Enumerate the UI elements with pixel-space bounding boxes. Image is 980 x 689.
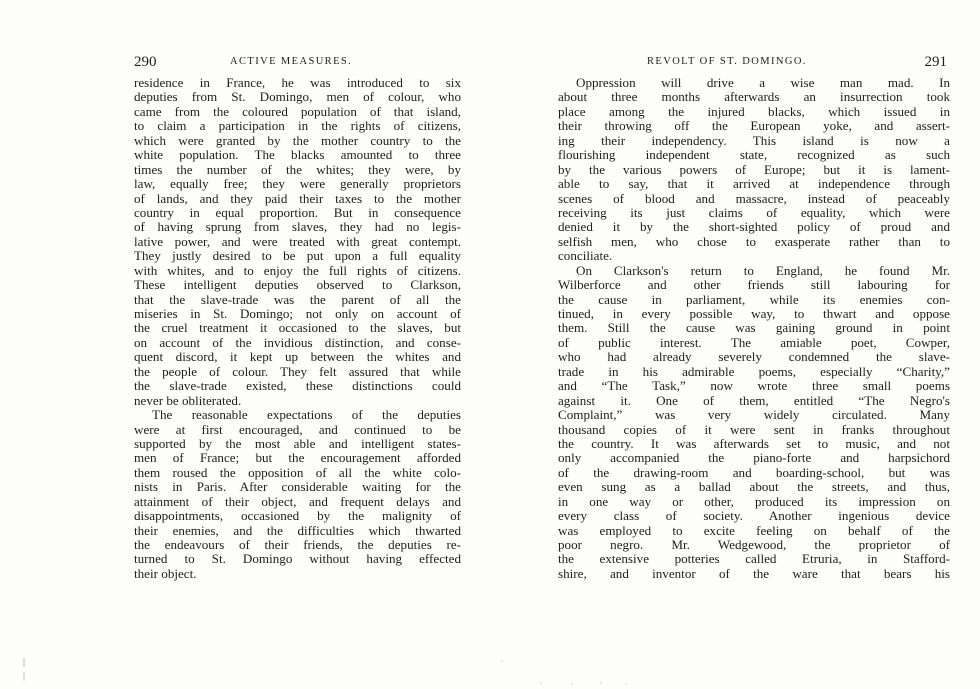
text-line: the endeavours of their friends, the deputies re-: [134, 538, 461, 552]
text-line: trade in his admirable poems, especially “Charity,”: [558, 364, 950, 379]
right-page-number: 291: [924, 54, 947, 70]
right-running-title: REVOLT OF ST. DOMINGO.: [647, 56, 807, 67]
text-line: receiving its just claims of equality, which were: [558, 205, 950, 220]
text-line: ing their independency. This island is now a: [558, 133, 950, 148]
text-line: came from the coloured population of that island,: [134, 104, 461, 119]
text-line: with whites, and to enjoy the full rights of citizens.: [134, 263, 461, 278]
text-line: the cause in parliament, while its enemies con-: [558, 292, 950, 307]
text-line: Wilberforce and other friends still labouring for: [558, 278, 950, 293]
text-line: deputies from St. Domingo, men of colour, who: [134, 90, 461, 105]
right-page: [490, 0, 980, 689]
text-line: place among the injured blacks, which issued in: [558, 104, 950, 119]
text-line: tinued, in every possible way, to thwart and oppose: [558, 307, 950, 321]
text-line: every class of society. Another ingenious device: [558, 509, 950, 524]
text-line: law, equally free; they were generally proprietors: [134, 177, 461, 192]
text-line: the extensive potteries called Etruria, in Stafford-: [558, 552, 950, 567]
text-line: able to say, that it arrived at independence through: [558, 177, 950, 192]
text-line: turned to St. Domingo without having effected: [134, 552, 461, 567]
text-line: flourishing independent state, recognized as such: [558, 148, 950, 163]
text-line: These intelligent deputies observed to Clarkson,: [134, 278, 461, 293]
text-line: the cruel treatment it occasioned to the slaves, but: [134, 321, 461, 336]
text-line: only accompanied the piano-forte and harpsichord: [558, 451, 950, 466]
text-line: of lands, and they paid their taxes to the mother: [134, 191, 461, 206]
text-line: selfish men, who chose to exasperate rather than to: [558, 234, 950, 249]
text-line: about three months afterwards an insurrection took: [558, 90, 950, 105]
text-line: nists in Paris. After considerable waiting for the: [134, 480, 461, 495]
text-line: of having sprung from slaves, they had no legis-: [134, 220, 461, 235]
text-line: The reasonable expectations of the deputies: [152, 408, 461, 423]
text-line: against it. One of them, entitled “The Negro's: [558, 393, 950, 408]
text-line: residence in France, he was introduced to six: [134, 76, 461, 90]
text-line: their throwing off the European yoke, and assert-: [558, 119, 950, 134]
left-running-title: ACTIVE MEASURES.: [230, 56, 353, 67]
text-line: poor negro. Mr. Wedgewood, the proprietor of: [558, 538, 950, 552]
text-line: in one way or other, produced its impression on: [558, 494, 950, 509]
text-line: the slave-trade existed, these distinctions could: [134, 379, 461, 394]
text-line: of the drawing-room and boarding-school, but was: [558, 465, 950, 480]
text-line: their enemies, and the difficulties which thwarted: [134, 523, 461, 538]
text-line: country in equal proportion. But in consequence: [134, 205, 461, 220]
text-line: who had already severely condemned the slave-: [558, 350, 950, 365]
text-line: by the various powers of Europe; but it is lament-: [558, 162, 950, 177]
text-line: Complaint,” was very widely circulated. Many: [558, 408, 950, 423]
text-line: which were granted by the mother country to the: [134, 133, 461, 148]
text-line: They justly desired to be put upon a full equality: [134, 249, 461, 264]
right-running-head: [647, 52, 947, 72]
text-line: even sung as a ballad about the streets, and thus,: [558, 480, 950, 495]
text-line: miseries in St. Domingo; not only on account of: [134, 307, 461, 321]
text-line: that the slave-trade was the parent of all the: [134, 292, 461, 307]
left-running-head: [134, 52, 460, 72]
text-line: scenes of blood and massacre, instead of peaceably: [558, 191, 950, 206]
text-line: times the number of the whites; they were, by: [134, 162, 461, 177]
text-line: of public interest. The amiable poet, Cowper,: [558, 335, 950, 350]
text-line: to claim a participation in the rights of citizens,: [134, 119, 461, 134]
text-line: on account of the invidious distinction, and conse-: [134, 335, 461, 350]
text-line: the people of colour. They felt assured that while: [134, 364, 461, 379]
text-line: was employed to excite feeling on behalf of the: [558, 523, 950, 538]
text-line: lative power, and were treated with great contempt.: [134, 234, 461, 249]
text-line: conciliate.: [558, 249, 613, 264]
text-line: them. Still the cause was gaining ground in point: [558, 321, 950, 336]
text-line: supported by the most able and intelligent states-: [134, 436, 461, 451]
text-line: attainment of their object, and frequent delays and: [134, 494, 461, 509]
text-line: shire, and inventor of the ware that bears his: [558, 566, 950, 581]
text-line: disappointments, occasioned by the malignity of: [134, 509, 461, 524]
text-line: men of France; but the encouragement afforded: [134, 451, 461, 466]
text-line: Oppression will drive a wise man mad. In: [576, 76, 950, 90]
text-line: them roused the opposition of all the white colo-: [134, 465, 461, 480]
text-line: and “The Task,” now wrote three small poems: [558, 379, 950, 394]
text-line: the country. It was afterwards set to music, and not: [558, 436, 950, 451]
text-line: denied it by the short-sighted policy of proud and: [558, 220, 950, 235]
text-line: On Clarkson's return to England, he found Mr.: [576, 263, 950, 278]
text-line: their object.: [134, 566, 197, 581]
text-line: quent discord, it kept up between the whites and: [134, 350, 461, 365]
text-line: were at first encouraged, and continued to be: [134, 422, 461, 437]
text-line: white population. The blacks amounted to three: [134, 148, 461, 163]
left-page-number: 290: [134, 54, 157, 70]
right-body-text: [558, 76, 950, 581]
left-body-text: [134, 76, 461, 581]
text-line: thousand copies of it were sent in franks throughout: [558, 422, 950, 437]
text-line: never be obliterated.: [134, 393, 242, 408]
